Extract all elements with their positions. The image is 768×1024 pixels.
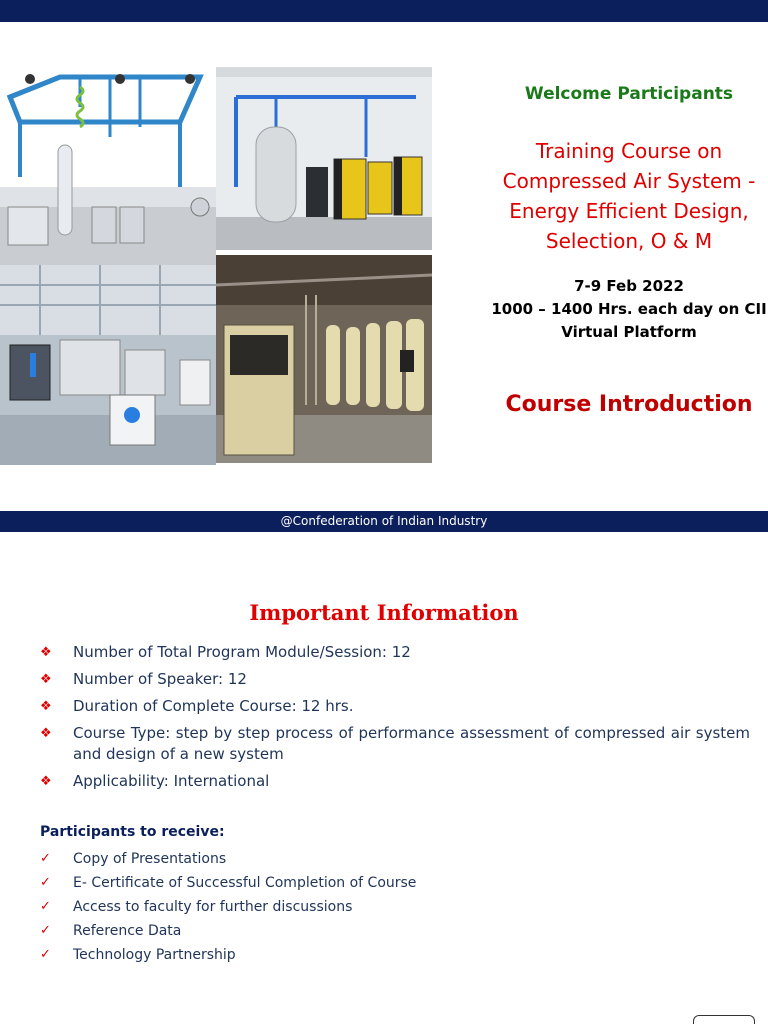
diamond-bullet-icon: ❖ [40,672,52,687]
info-bullet-list [40,642,750,798]
photo-collage [0,67,432,465]
list-item: ✓ Technology Partnership [40,943,740,967]
participants-heading: Participants to receive: [40,824,225,840]
slide-important-information [0,532,768,1024]
list-item: ✓ Copy of Presentations [40,847,740,871]
diamond-bullet-icon: ❖ [40,645,52,660]
section-heading: Course Introduction [505,392,753,417]
course-title-line: Selection, O & M [545,229,713,253]
diamond-bullet-icon: ❖ [40,726,52,741]
check-icon: ✓ [40,923,51,938]
list-item: ❖ Duration of Complete Course: 12 hrs. [40,697,354,715]
welcome-heading: Welcome Participants [524,84,734,104]
check-icon: ✓ [40,899,51,914]
course-title-line: Training Course on [535,139,723,163]
course-title [490,136,768,256]
dryer-room-image [216,255,432,463]
course-schedule [490,275,768,344]
course-date: 7-9 Feb 2022 [574,277,684,295]
list-item: ❖ Number of Speaker: 12 [40,670,247,688]
check-icon: ✓ [40,947,51,962]
list-item: ❖ Applicability: International [40,772,270,790]
diamond-bullet-icon: ❖ [40,774,52,789]
course-time-line: 1000 – 1400 Hrs. each day on CII [491,300,767,318]
list-item: ✓ E- Certificate of Successful Completion of Course [40,871,740,895]
compressor-room-image [216,67,432,250]
list-item: ❖ Course Type: step by step process of performance assessment of compressed air system and design of a new system [40,724,750,763]
corner-button[interactable] [693,1015,755,1024]
participants-check-list [40,847,740,967]
list-item: ❖ Number of Total Program Module/Session: 12 [40,643,411,661]
list-item: ✓ Access to faculty for further discussions [40,895,740,919]
important-info-heading: Important Information [249,600,519,625]
list-item: ✓ Reference Data [40,919,740,943]
compressor-hall-image [0,265,216,465]
course-title-line: Energy Efficient Design, [509,199,749,223]
course-time-line: Virtual Platform [561,323,697,341]
check-icon: ✓ [40,875,51,890]
top-banner-bar [0,0,768,22]
diamond-bullet-icon: ❖ [40,699,52,714]
check-icon: ✓ [40,851,51,866]
course-title-line: Compressed Air System - [502,169,756,193]
footer-bar: @Confederation of Indian Industry [0,511,768,532]
piping-diagram-image [0,67,216,265]
